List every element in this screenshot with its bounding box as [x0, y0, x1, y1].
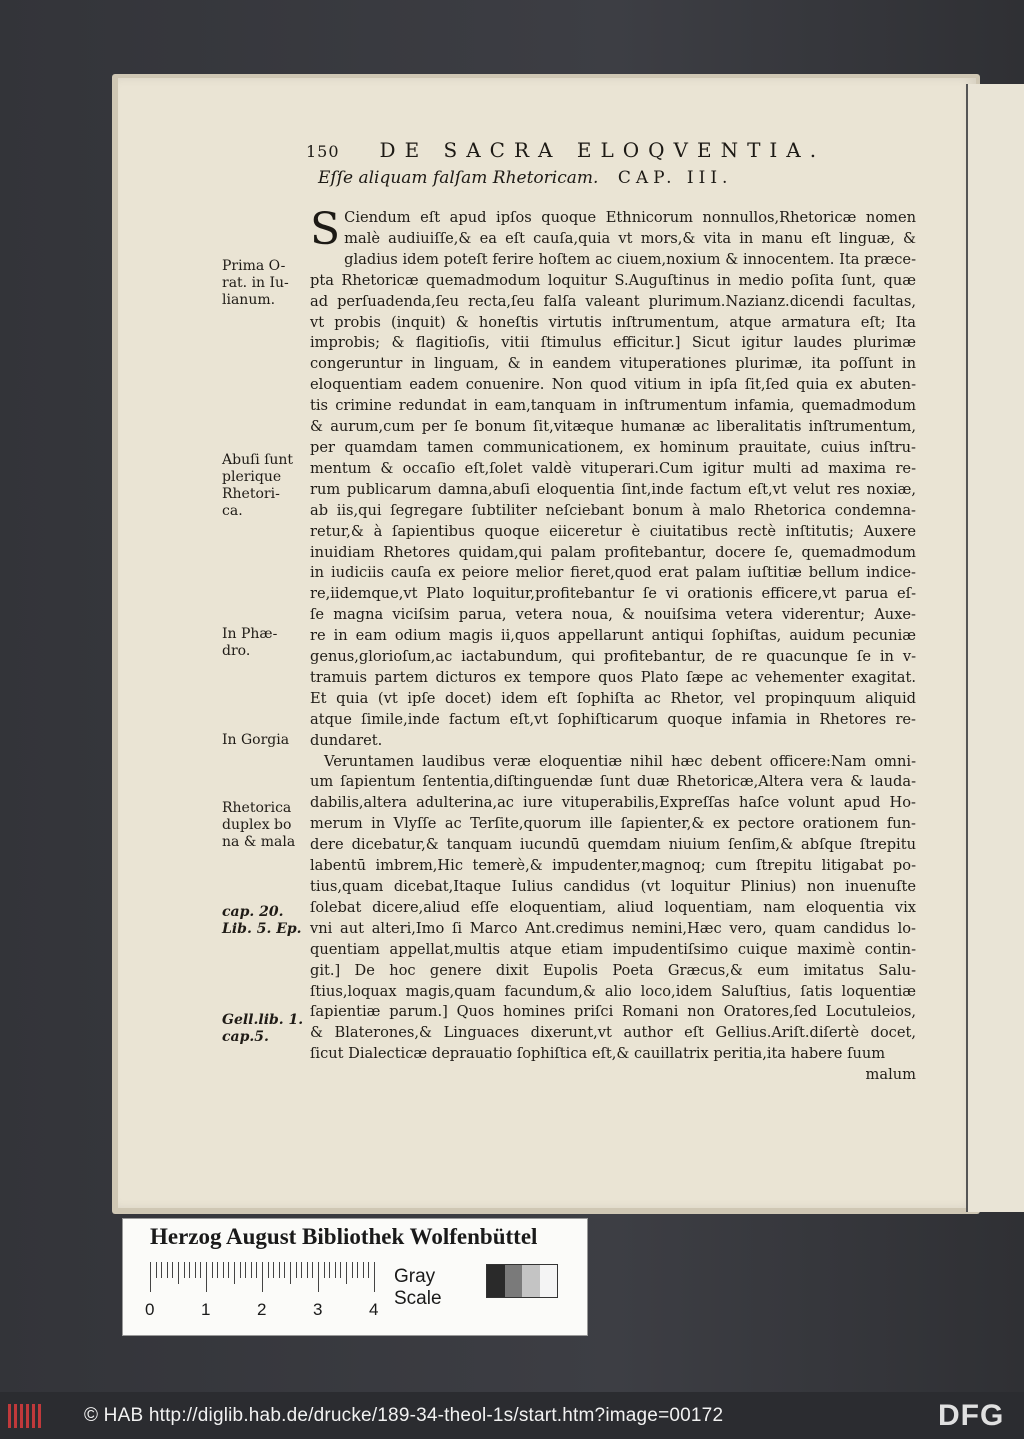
ruler-tick	[172, 1262, 173, 1278]
ruler-tick	[368, 1262, 369, 1278]
ruler-tick	[374, 1262, 375, 1292]
text-line: & Blaterones,& Linguaces dixerunt,vt author eſt Gellius.Ariſt.diſertè docet,	[310, 1024, 916, 1042]
ruler-label: 0	[145, 1300, 155, 1319]
text-line: tius,quam dicebat,Itaque Iulius candidus (vt loquitur Plinius) non inuenuſte	[310, 878, 916, 895]
margin-note: Gell.lib. 1. cap.5.	[222, 1012, 304, 1045]
gray-swatch	[522, 1265, 540, 1297]
page-number: 150	[306, 142, 340, 161]
catchword: malum	[865, 1066, 916, 1084]
running-head-title: DE SACRA ELOQVENTIA.	[379, 138, 826, 162]
margin-note: cap. 20. Lib. 5. Ep.	[222, 904, 302, 937]
ruler-tick	[296, 1262, 297, 1278]
text-line: tis crimine redundat in eam,tanquam in inſtrumentum infamia, quemadmodum	[310, 397, 916, 415]
text-line: git.] De hoc genere dixit Eupolis Poeta Græcus,& eum imitatus Salu-	[310, 961, 916, 979]
ruler-tick	[352, 1262, 353, 1278]
text-line: dabilis,altera adulterina,ac iure vituperabilis,Expreſſas haſce volunt apud Ho-	[310, 794, 916, 812]
ruler-tick	[312, 1262, 313, 1278]
ruler-tick	[262, 1262, 263, 1292]
text-line: congeruntur in linguam, & in eandem vituperationes plurimæ, ita poſſunt in	[310, 355, 916, 373]
text-line: improbis; & flagitioſis, vitii ſtimulus efficitur.] Sicut igitur laudes plurimæ	[310, 334, 916, 352]
ruler-tick	[161, 1262, 162, 1278]
ruler-tick	[346, 1262, 347, 1284]
ruler-label: 2	[257, 1300, 267, 1319]
ruler-tick	[357, 1262, 358, 1278]
hab-logo-icon	[8, 1402, 44, 1430]
text-line: mentum & occaſio eſt,ſolet valdè vituperari.Cum igitur multi ad maxima re-	[310, 459, 916, 477]
text-line: um ſapientum ſententia,diſtinguendæ ſunt duæ Rhetoricæ,Altera vera & lauda-	[310, 773, 916, 791]
text-line: eloquentiam eadem conuenire. Non quod vitium in ipſa ſit,ſed quia ex abuten-	[310, 376, 916, 394]
ruler-tick	[290, 1262, 291, 1284]
text-line: Veruntamen laudibus veræ eloquentiæ nihil hæc debent officere:Nam omni-	[324, 752, 916, 770]
ruler-tick	[189, 1262, 190, 1278]
ruler-tick	[301, 1262, 302, 1278]
text-line: ſe magna viciſsim parua, vetera noua, & nouiſsima vetera viderentur; Auxe-	[310, 606, 916, 624]
text-line: labentū imbrem,Hic temerè,& impudenter,magnoq; cum ſtrepitu litigabat po-	[310, 857, 916, 875]
ruler-tick	[245, 1262, 246, 1278]
margin-note: In Gorgia	[222, 732, 290, 748]
text-line: ſicut Dialecticæ deprauatio ſophiſtica eſt,& cauillatrix peritia,ita habere ſuum	[310, 1045, 886, 1063]
ruler-tick	[256, 1262, 257, 1278]
drop-cap: S	[310, 204, 341, 255]
chapter-title-text: Eſſe aliquam falſam Rhetoricam.	[318, 168, 599, 188]
ruler-tick	[212, 1262, 213, 1278]
text-line: rum publicarum damna,abuſi eloquentia ſint,inde factum eſt,vt velut res noxiæ,	[310, 480, 916, 498]
text-line: re in eam odium magis ii,quos appellarunt antiqui ſophiſtas, auidum pecuniæ	[310, 627, 916, 645]
margin-note: Prima O- rat. in Iu- lianum.	[222, 258, 289, 308]
copyright-url[interactable]: © HAB http://diglib.hab.de/drucke/189-34-theol-1s/start.htm?image=00172	[84, 1404, 724, 1426]
ruler-label: 4	[369, 1300, 379, 1319]
ruler-tick	[167, 1262, 168, 1278]
ruler-tick	[223, 1262, 224, 1278]
text-line: in iudiciis cauſa ex peiore melior fieret,quod erat palam iuſtitiæ bellum indice-	[310, 564, 916, 582]
text-line: Ciendum eſt apud ipſos quoque Ethnicorum nonnullos,Rhetoricæ nomen	[344, 209, 916, 226]
ruler-scale	[150, 1262, 390, 1292]
ruler-tick	[240, 1262, 241, 1278]
text-line: per quamdam tamen communicationem, ex hominum prauitate, cuius inſtru-	[310, 438, 916, 456]
gray-swatch	[505, 1265, 523, 1297]
ruler-tick	[195, 1262, 196, 1278]
ruler-tick	[363, 1262, 364, 1278]
text-line: & aurum,cum per ſe bonum ſit,vitæque humanæ ac liberalitatis inſtrumentum,	[310, 418, 916, 436]
text-line: ſtius,loquax magis,quam facundum,& alio loco,idem Saluſtius, ſatis loquentiæ	[310, 982, 916, 1000]
gray-swatch	[487, 1265, 505, 1297]
text-line: inuidiam Rhetores quidam,qui palam profitebantur, docere ſe, quemadmodum	[310, 543, 916, 561]
ruler-label: 3	[313, 1300, 323, 1319]
ruler-tick	[318, 1262, 319, 1292]
text-line: ad perſuadenda,ſeu recta,ſeu falſa valeant plurimum.Nazianz.dicendi facultas,	[310, 292, 916, 310]
text-line: merum in Vlyſſe ac Terſite,quorum ille ſapienter,& ex pectore orationem fun-	[310, 815, 916, 833]
ruler-tick	[234, 1262, 235, 1284]
text-line: genus,glorioſum,ac iactabundum, qui profitebantur, de re quacunque ſe in v-	[310, 648, 916, 666]
ruler-tick	[184, 1262, 185, 1278]
gray-scale-label: Gray Scale	[394, 1266, 442, 1309]
facing-page-edge	[966, 84, 1024, 1212]
running-head	[306, 138, 926, 168]
text-line: ſolebat dicere,aliud eſſe eloquentiam, aliud loquentiam, nam eloquentia vix	[310, 898, 916, 916]
chapter-title	[318, 168, 918, 196]
gray-swatch	[540, 1265, 558, 1297]
ruler-label: 1	[201, 1300, 211, 1319]
ruler-tick	[156, 1262, 157, 1278]
text-line: re,iidemque,vt Plato loquitur,profitebantur ſe vi orationis efficere,vt parua eſ-	[310, 585, 916, 603]
ruler-tick	[279, 1262, 280, 1278]
gray-scale-swatches	[486, 1264, 558, 1298]
text-line: Et quia (vt ipſe docet) idem eſt ſophiſta ac Rhetor, vel propinquum aliquid	[310, 689, 916, 707]
text-line: tramuis partem dicturos ex tempore quos Plato ſæpe ac vehementer exagitat.	[310, 668, 916, 686]
text-line: vni aut alteri,Imo ſi Marco Ant.credimus nemini,Hæc vero, quam candidus lo-	[310, 919, 916, 937]
ruler-tick	[307, 1262, 308, 1278]
ruler-tick	[329, 1262, 330, 1278]
text-line: atque ſimile,inde factum eſt,vt ſophiſticarum quoque infamia in Rhetores re-	[310, 710, 916, 728]
text-line: dere dicebatur,& tanquam iucundū quemdam niuium ſenſim,& abſque ſtrepitu	[310, 836, 916, 854]
ruler-tick	[206, 1262, 207, 1292]
ruler-tick	[150, 1262, 151, 1292]
ruler-tick	[200, 1262, 201, 1278]
text-line: quentiam appellat,multis atque etiam impudentiſsimo cuique maximè contin-	[310, 940, 916, 958]
text-line: gladius idem poteſt ferire hoſtem ac ciuem,noxium & innocentem. Ita præce-	[344, 250, 916, 268]
ruler-tick	[217, 1262, 218, 1278]
ruler-tick	[284, 1262, 285, 1278]
ruler-tick	[273, 1262, 274, 1278]
text-line: malè audiuiſſe,& ea eſt cauſa,quia vt mors,& vita in manu eſt linguæ, &	[344, 229, 916, 247]
main-text	[310, 204, 916, 1086]
text-line: ſapientiæ parum.] Quos homines priſci Romani non Oratores,ſed Locutuleios,	[310, 1003, 916, 1021]
chapter-label: CAP. III.	[617, 168, 733, 188]
ruler-tick	[251, 1262, 252, 1278]
ruler-tick	[228, 1262, 229, 1278]
footer-bar	[0, 1392, 1024, 1439]
ruler-tick	[268, 1262, 269, 1278]
text-line: pta Rhetoricæ quemadmodum loquitur S.Auguſtinus in medio poſita ſunt, quæ	[310, 271, 916, 289]
ruler-tick	[324, 1262, 325, 1278]
dfg-logo: DFG	[938, 1399, 1005, 1432]
text-line: ab iis,qui ſegregare ſubtiliter neſciebant bonum à malo Rhetorica condemna-	[310, 501, 916, 519]
text-line: vt probis (inquit) & honeſtis virtutis inſtrumentum, atque armatura eſt; Ita	[310, 313, 916, 331]
margin-note: In Phæ- dro.	[222, 626, 278, 659]
ruler-tick	[335, 1262, 336, 1278]
margin-note: Rhetorica duplex bo na & mala	[222, 800, 296, 850]
ruler-tick	[340, 1262, 341, 1278]
ruler-tick	[178, 1262, 179, 1284]
margin-note: Abuſi ſunt plerique Rhetori- ca.	[222, 452, 294, 519]
text-line: retur,& à ſapientibus quoque eiiceretur è ciuitatibus rectè inſtitutis; Auxere	[310, 522, 916, 540]
library-name: Herzog August Bibliothek Wolfenbüttel	[150, 1224, 538, 1249]
text-line: dundaret.	[310, 731, 383, 749]
